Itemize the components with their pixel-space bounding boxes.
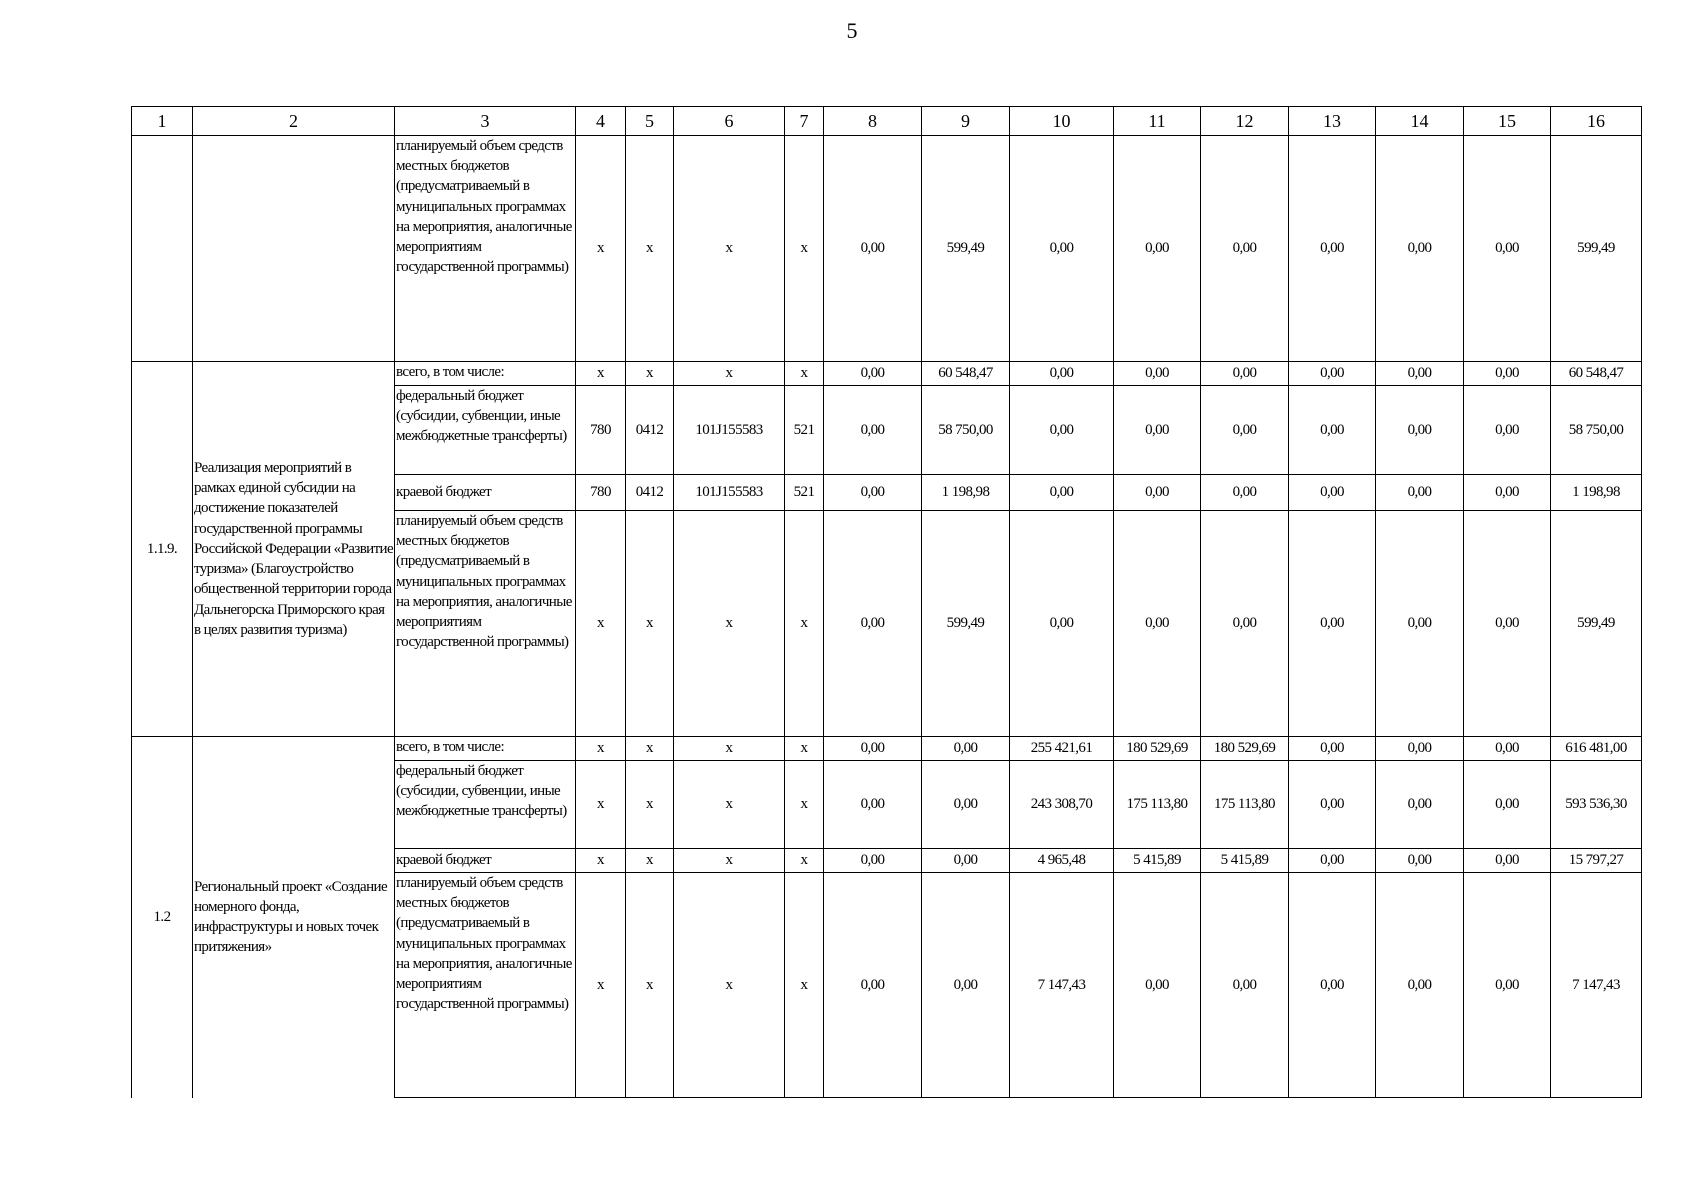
value-cell: x [576,873,626,1098]
value-cell: x [576,737,626,761]
funding-source-cell: краевой бюджет [395,849,576,873]
value-cell: x [626,136,674,362]
value-cell: 0,00 [922,849,1010,873]
funding-source-cell: федеральный бюджет (субсидии, субвенции, иные межбюджетные трансферты) [395,761,576,849]
value-cell: 0,00 [1289,362,1376,386]
column-header: 9 [922,107,1010,136]
value-cell: 58 750,00 [1551,386,1642,475]
value-cell: 5 415,89 [1114,849,1201,873]
column-header: 1 [132,107,193,136]
value-cell: 0,00 [1201,511,1289,737]
value-cell: x [674,737,785,761]
value-cell: 180 529,69 [1201,737,1289,761]
value-cell: 0,00 [1464,873,1551,1098]
value-cell: 0,00 [1114,511,1201,737]
value-cell: 0,00 [1289,849,1376,873]
value-cell: 0,00 [1464,737,1551,761]
value-cell: 780 [576,475,626,511]
value-cell: 0,00 [1376,511,1464,737]
value-cell: 7 147,43 [1010,873,1114,1098]
value-cell: 0,00 [1289,737,1376,761]
value-cell: 0,00 [824,362,922,386]
value-cell: 0,00 [1201,475,1289,511]
table-row [132,136,1642,362]
table-row [132,737,1642,761]
value-cell: x [785,511,824,737]
column-header: 13 [1289,107,1376,136]
value-cell: 0,00 [1289,136,1376,362]
column-header: 10 [1010,107,1114,136]
funding-source-cell: планируемый объем средств местных бюджетов (предусматриваемый в муниципальных программах на мероприятия, аналогичные мероприятиям государственной программы) [395,873,576,1098]
value-cell: 0,00 [922,737,1010,761]
value-cell: 0,00 [1010,475,1114,511]
column-header: 3 [395,107,576,136]
value-cell: x [785,737,824,761]
value-cell: 0,00 [1464,475,1551,511]
value-cell: x [626,849,674,873]
value-cell: 599,49 [1551,511,1642,737]
value-cell: 255 421,61 [1010,737,1114,761]
funding-source-cell: краевой бюджет [395,475,576,511]
value-cell: x [626,873,674,1098]
value-cell: 0,00 [1010,511,1114,737]
value-cell: 616 481,00 [1551,737,1642,761]
value-cell: x [576,362,626,386]
value-cell: x [674,362,785,386]
column-header: 11 [1114,107,1201,136]
value-cell: 0,00 [1464,511,1551,737]
funding-source-cell: всего, в том числе: [395,362,576,386]
value-cell: x [576,136,626,362]
value-cell: 0,00 [1201,873,1289,1098]
value-cell: 780 [576,386,626,475]
value-cell: x [674,511,785,737]
value-cell: 0,00 [1010,362,1114,386]
value-cell: 0,00 [824,737,922,761]
column-header: 7 [785,107,824,136]
value-cell: x [674,136,785,362]
value-cell: 101J155583 [674,475,785,511]
value-cell: 7 147,43 [1551,873,1642,1098]
value-cell: 0,00 [922,761,1010,849]
funding-source-cell: планируемый объем средств местных бюджетов (предусматриваемый в муниципальных программах на мероприятия, аналогичные мероприятиям государственной программы) [395,136,576,362]
table-header-row [132,107,1642,136]
value-cell: 0,00 [1376,737,1464,761]
value-cell: x [674,873,785,1098]
column-header: 14 [1376,107,1464,136]
value-cell: 0,00 [1376,761,1464,849]
value-cell: 0,00 [1376,386,1464,475]
value-cell: 180 529,69 [1114,737,1201,761]
value-cell: 0,00 [1114,475,1201,511]
measure-name-cell [193,136,395,362]
value-cell: 599,49 [922,511,1010,737]
value-cell: 243 308,70 [1010,761,1114,849]
value-cell: 0,00 [1376,475,1464,511]
value-cell: 599,49 [922,136,1010,362]
value-cell: 0,00 [1464,362,1551,386]
value-cell: 0,00 [1289,386,1376,475]
column-header: 8 [824,107,922,136]
value-cell: 0,00 [824,873,922,1098]
value-cell: 599,49 [1551,136,1642,362]
row-number-cell: 1.2 [132,737,193,1098]
page-number: 5 [846,18,858,43]
funding-table [131,106,1642,1098]
column-header: 12 [1201,107,1289,136]
value-cell: 0,00 [1464,136,1551,362]
value-cell: x [785,761,824,849]
value-cell: x [626,761,674,849]
value-cell: x [626,511,674,737]
value-cell: 0,00 [1464,761,1551,849]
value-cell: 0,00 [1376,136,1464,362]
row-number-cell [132,136,193,362]
value-cell: 5 415,89 [1201,849,1289,873]
value-cell: 60 548,47 [1551,362,1642,386]
value-cell: x [785,362,824,386]
value-cell: x [785,849,824,873]
value-cell: 593 536,30 [1551,761,1642,849]
value-cell: 15 797,27 [1551,849,1642,873]
value-cell: 0,00 [1114,362,1201,386]
value-cell: 0,00 [824,511,922,737]
value-cell: 521 [785,386,824,475]
value-cell: 175 113,80 [1114,761,1201,849]
column-header: 15 [1464,107,1551,136]
column-header: 16 [1551,107,1642,136]
value-cell: 1 198,98 [1551,475,1642,511]
value-cell: 0,00 [1464,849,1551,873]
column-header: 2 [193,107,395,136]
value-cell: x [626,362,674,386]
value-cell: 0,00 [1201,386,1289,475]
value-cell: 0,00 [824,136,922,362]
measure-name-cell: Реализация мероприятий в рамках единой субсидии на достижение показателей государственной программы Российской Федерации «Развитие туризма» (Благоустройство общественной территории города Дальнегорска Приморского края в целях развития туризма) [193,362,395,737]
value-cell: x [576,511,626,737]
value-cell: 0412 [626,475,674,511]
value-cell: 0,00 [1010,386,1114,475]
value-cell: 0,00 [1114,873,1201,1098]
row-number-cell: 1.1.9. [132,362,193,737]
value-cell: 0,00 [824,475,922,511]
value-cell: 0,00 [824,386,922,475]
value-cell: x [626,737,674,761]
value-cell: 521 [785,475,824,511]
value-cell: x [674,761,785,849]
funding-source-cell: всего, в том числе: [395,737,576,761]
value-cell: 0,00 [824,849,922,873]
column-header: 6 [674,107,785,136]
column-header: 5 [626,107,674,136]
funding-source-cell: федеральный бюджет (субсидии, субвенции, иные межбюджетные трансферты) [395,386,576,475]
value-cell: x [576,849,626,873]
value-cell: 0,00 [1376,873,1464,1098]
value-cell: 1 198,98 [922,475,1010,511]
value-cell: 0,00 [1114,136,1201,362]
value-cell: x [674,849,785,873]
value-cell: 4 965,48 [1010,849,1114,873]
value-cell: x [576,761,626,849]
value-cell: 0412 [626,386,674,475]
value-cell: 0,00 [1464,386,1551,475]
value-cell: 60 548,47 [922,362,1010,386]
value-cell: 0,00 [1201,136,1289,362]
value-cell: x [785,136,824,362]
column-header: 4 [576,107,626,136]
table-row [132,362,1642,386]
value-cell: 0,00 [1376,849,1464,873]
value-cell: 101J155583 [674,386,785,475]
value-cell: 0,00 [824,761,922,849]
value-cell: 58 750,00 [922,386,1010,475]
value-cell: 0,00 [1010,136,1114,362]
value-cell: 0,00 [1289,475,1376,511]
value-cell: 175 113,80 [1201,761,1289,849]
measure-name-cell: Региональный проект «Создание номерного фонда, инфраструктуры и новых точек притяжения» [193,737,395,1098]
value-cell: 0,00 [1201,362,1289,386]
value-cell: 0,00 [1289,761,1376,849]
value-cell: 0,00 [1376,362,1464,386]
value-cell: x [785,873,824,1098]
value-cell: 0,00 [1114,386,1201,475]
funding-source-cell: планируемый объем средств местных бюджетов (предусматриваемый в муниципальных программах на мероприятия, аналогичные мероприятиям государственной программы) [395,511,576,737]
value-cell: 0,00 [922,873,1010,1098]
value-cell: 0,00 [1289,511,1376,737]
value-cell: 0,00 [1289,873,1376,1098]
